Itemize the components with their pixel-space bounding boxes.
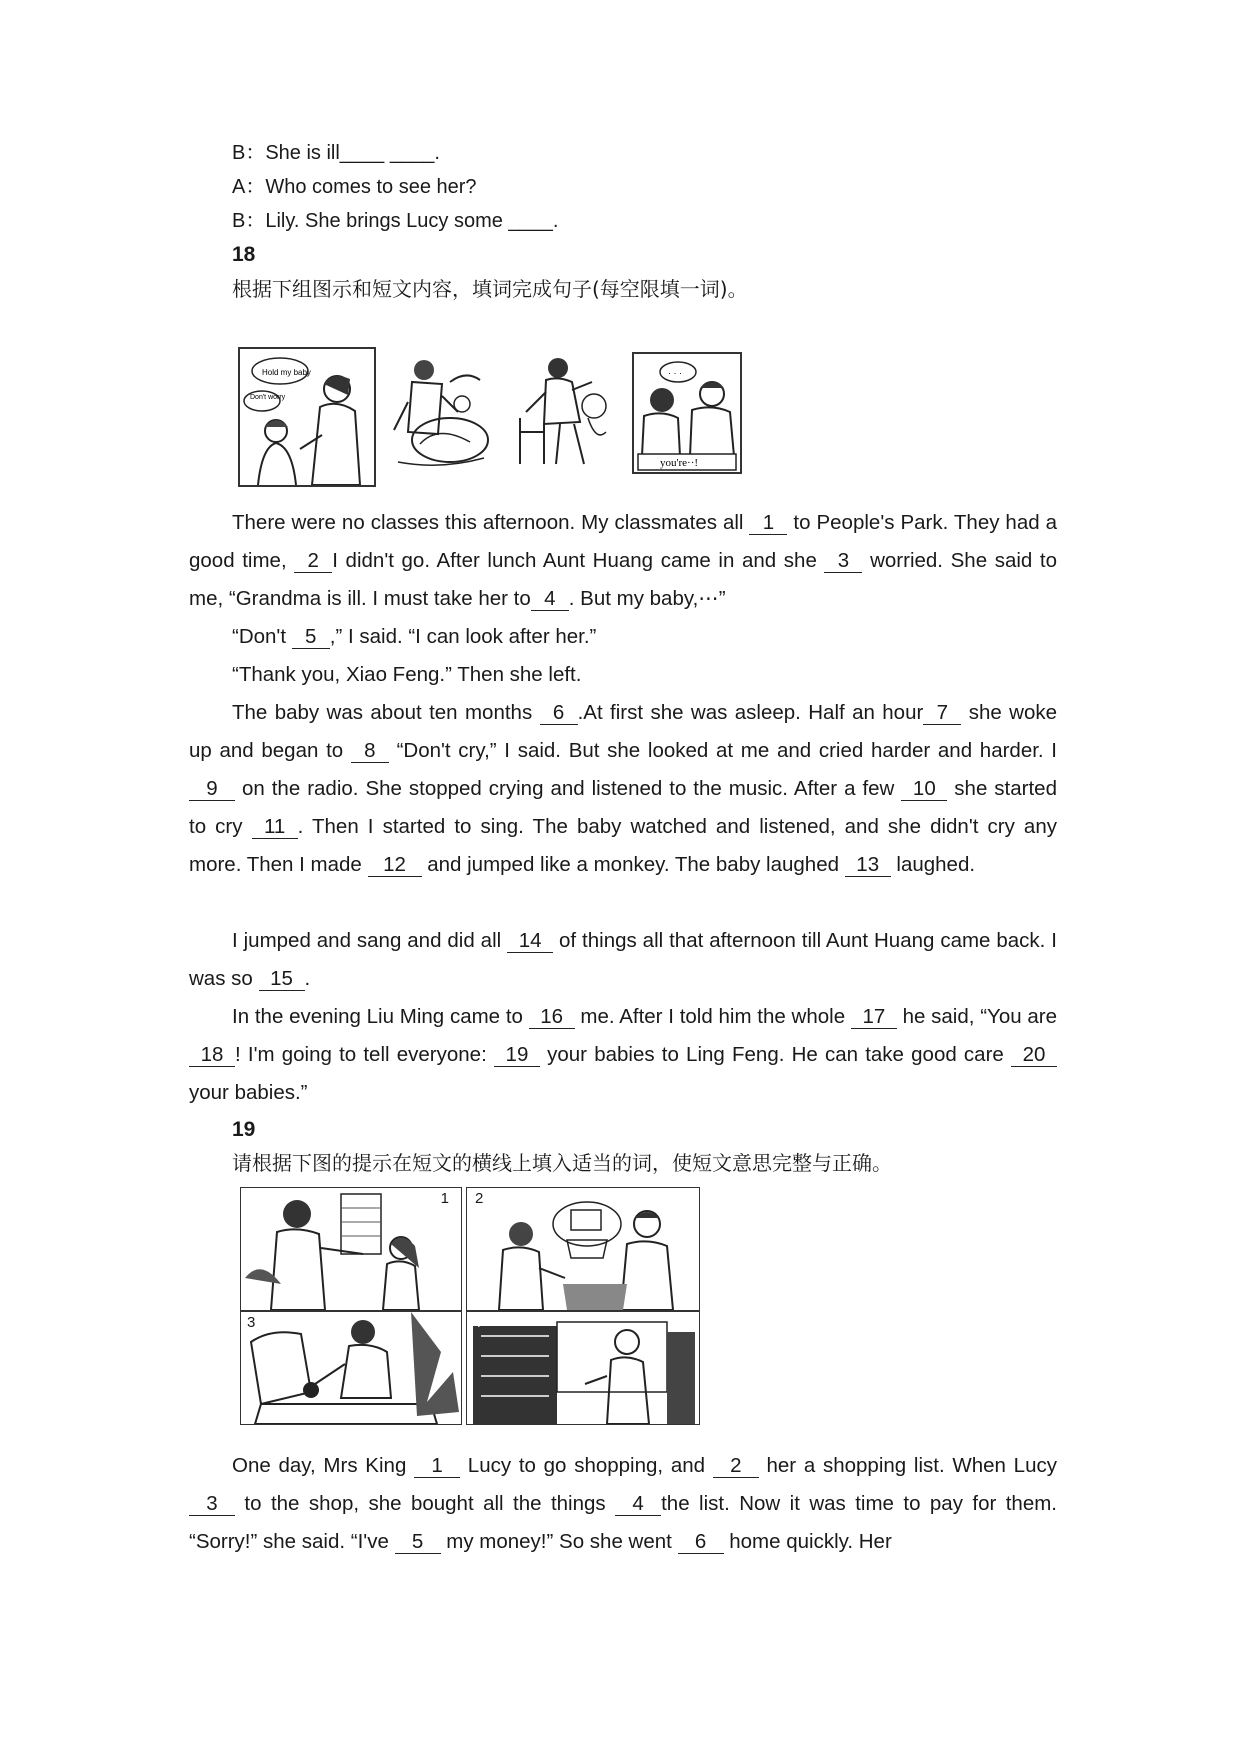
comic-panel-1 xyxy=(240,1187,462,1311)
passage-18-paragraph-1: There were no classes this afternoon. My classmates all 1 to People's Park. They had a good time, 2 I didn't go. After lunch Aunt Huang came in and she 3 worried. She said to me, “Grandma is ill. I must take her to 4 . But my baby,⋯” xyxy=(189,511,1058,610)
answer-blank-15[interactable]: 15 xyxy=(259,968,305,991)
story-picture-1 xyxy=(238,347,376,487)
question-18-instruction: 根据下组图示和短文内容，填词完成句子(每空限填一词)。 xyxy=(232,277,748,301)
passage-18-paragraph-5: I jumped and sang and did all 14 of things all that afternoon till Aunt Huang came back. I was so 15 . xyxy=(189,929,1057,990)
panel-number-3: 3 xyxy=(247,1314,256,1331)
question-number-19: 19 xyxy=(232,1118,256,1141)
passage-19-blank-5[interactable]: 5 xyxy=(395,1531,441,1554)
passage-19-blank-4[interactable]: 4 xyxy=(615,1493,661,1516)
speech-bubble-text-3: · · · xyxy=(668,368,682,378)
answer-blank-13[interactable]: 13 xyxy=(845,854,891,877)
dialogue-line-2: A：Who comes to see her? xyxy=(232,176,477,198)
passage-19-blank-3[interactable]: 3 xyxy=(189,1493,235,1516)
story-picture-2 xyxy=(388,352,492,472)
panel-number-1: 1 xyxy=(440,1190,449,1207)
dialogue-line-3: B：Lily. She brings Lucy some ____. xyxy=(232,210,559,232)
answer-blank-7[interactable]: 7 xyxy=(923,702,961,725)
answer-blank-3[interactable]: 3 xyxy=(824,550,862,573)
answer-blank-1[interactable]: 1 xyxy=(749,512,787,535)
comic-panel-4 xyxy=(466,1311,700,1425)
answer-blank-16[interactable]: 16 xyxy=(529,1006,575,1029)
panel-number-4: 4 xyxy=(473,1314,482,1331)
answer-blank-6[interactable]: 6 xyxy=(540,702,578,725)
dialogue-line-1: B：She is ill____ ____. xyxy=(232,142,440,164)
answer-blank-12[interactable]: 12 xyxy=(368,854,422,877)
passage-18-paragraph-3: “Thank you, Xiao Feng.” Then she left. xyxy=(232,663,582,686)
answer-blank-11[interactable]: 11 xyxy=(252,816,298,839)
question-number-18: 18 xyxy=(232,243,256,266)
answer-blank-17[interactable]: 17 xyxy=(851,1006,897,1029)
question-19-instruction: 请根据下图的提示在短文的横线上填入适当的词，使短文意思完整与正确。 xyxy=(232,1151,892,1175)
comic-panel-3 xyxy=(240,1311,462,1425)
answer-blank-4[interactable]: 4 xyxy=(531,588,569,611)
passage-19-blank-1[interactable]: 1 xyxy=(414,1455,460,1478)
passage-19-blank-6[interactable]: 6 xyxy=(678,1531,724,1554)
passage-18-paragraph-6: In the evening Liu Ming came to 16 me. After I told him the whole 17 he said, “You are 18 ! I'm going to tell everyone: 19 your babies to Ling Feng. He can take good care 20 your babies.” xyxy=(189,1005,1057,1104)
caption-text: you're··! xyxy=(660,457,699,469)
story-picture-3 xyxy=(510,352,612,470)
passage-18-paragraph-2: “Don't 5 ,” I said. “I can look after her.” xyxy=(232,625,597,648)
answer-blank-18[interactable]: 18 xyxy=(189,1044,235,1067)
speech-bubble-text-2: Don't worry xyxy=(250,394,286,401)
passage-19-blank-2[interactable]: 2 xyxy=(713,1455,759,1478)
speech-bubble-text-1: Hold my baby xyxy=(262,368,311,377)
answer-blank-20[interactable]: 20 xyxy=(1011,1044,1057,1067)
answer-blank-19[interactable]: 19 xyxy=(494,1044,540,1067)
answer-blank-8[interactable]: 8 xyxy=(351,740,389,763)
answer-blank-5[interactable]: 5 xyxy=(292,626,330,649)
comic-panel-2 xyxy=(466,1187,700,1311)
passage-18-paragraph-4: The baby was about ten months 6 .At first she was asleep. Half an hour 7 she woke up and began to 8 “Don't cry,” I said. But she looked at me and cried harder and harder. I 9 on the radio. She stopped crying and listened to the music. After a few 10 she started to cry 11 . Then I started to sing. The baby watched and listened, and she didn't cry any more. Then I made 12 and jumped like a monkey. The baby laughed 13 laughed. xyxy=(189,701,1057,876)
story-picture-4 xyxy=(632,352,742,474)
passage-19-paragraph-1: One day, Mrs King 1 Lucy to go shopping, and 2 her a shopping list. When Lucy 3 to the shop, she bought all the things 4 the list. Now it was time to pay for them. “Sorry!” she said. “I've 5 my money!” So she went 6 home quickly. Her xyxy=(189,1454,1058,1553)
panel-number-2: 2 xyxy=(475,1190,484,1207)
answer-blank-10[interactable]: 10 xyxy=(901,778,947,801)
answer-blank-14[interactable]: 14 xyxy=(507,930,553,953)
answer-blank-9[interactable]: 9 xyxy=(189,778,235,801)
answer-blank-2[interactable]: 2 xyxy=(294,550,332,573)
